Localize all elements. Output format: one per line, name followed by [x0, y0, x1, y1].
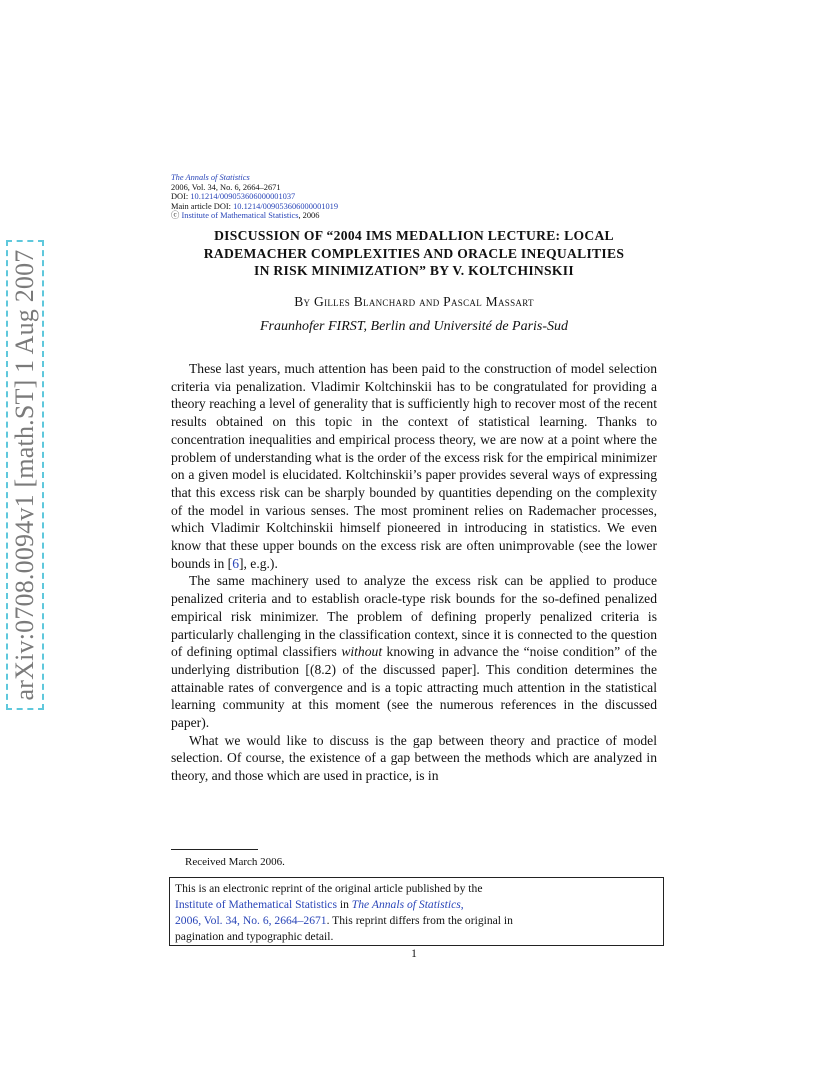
- reprint-line-4: pagination and typographic detail.: [175, 930, 334, 943]
- authors: By Gilles Blanchard and Pascal Massart: [294, 294, 534, 309]
- doi-line: DOI: 10.1214/009053606000001037: [171, 192, 296, 202]
- reprint-line-3: 2006, Vol. 34, No. 6, 2664–2671. This reprint differs from the original in: [175, 914, 513, 927]
- copyright-line: ⓒ Institute of Mathematical Statistics, 2006: [171, 211, 320, 221]
- paper-title: [171, 227, 657, 280]
- body-text: [171, 360, 657, 785]
- title-line-3: IN RISK MINIMIZATION” BY V. KOLTCHINSKII: [254, 263, 574, 279]
- journal-volume: 2006, Vol. 34, No. 6, 2664–2671: [171, 182, 281, 192]
- arxiv-stamp: [6, 240, 44, 710]
- footnote: Received March 2006.: [185, 856, 285, 868]
- reprint-journal-link[interactable]: The Annals of Statistics: [351, 898, 461, 911]
- footnote-rule: [171, 849, 258, 850]
- journal-name-link[interactable]: The Annals of Statistics: [171, 173, 250, 182]
- paragraph-3: What we would like to discuss is the gap between theory and practice of model selection. Of course, the existence of a gap between the methods which are analyzed in theory, and those which are used in practice, is in: [171, 732, 657, 784]
- citation-link[interactable]: 6: [232, 555, 239, 571]
- publisher-link[interactable]: Institute of Mathematical Statistics: [181, 211, 299, 221]
- affiliation: Fraunhofer FIRST, Berlin and Université de Paris-Sud: [259, 319, 569, 334]
- main-doi-link[interactable]: 10.1214/009053606000001019: [233, 201, 339, 211]
- journal-info: [171, 173, 338, 221]
- page-number: 1: [411, 948, 417, 960]
- reprint-line-1: This is an electronic reprint of the original article published by the: [175, 882, 483, 895]
- title-line-1: DISCUSSION OF “2004 IMS MEDALLION LECTURE: LOCAL: [214, 228, 614, 243]
- paragraph-1: These last years, much attention has been paid to the construction of model selection criteria via penalization. Vladimir Koltchinskii has to be congratulated for providing a theory reaching a level of generality that is sufficiently high to recover most of the recent results obtained on this topic in the context of statistical learning. Thanks to concentration inequalities and empirical process theory, we are now at a point where the problem of understanding what is the order of the excess risk for the empirical minimizer on a given model is elucidated. Koltchinskii’s paper provides several ways of expressing that this excess risk can be sharply bounded by quantities depending on the complexity of the model in various senses. The most prominent relies on Rademacher processes, which Vladimir Koltchinskii himself pioneered in introducing in statistics. We even know that these upper bounds on the excess risk are often unimprovable (see the lower bounds in [6], e.g.).: [171, 361, 657, 571]
- reprint-ref-link[interactable]: 2006, Vol. 34, No. 6, 2664–2671: [175, 914, 327, 927]
- main-doi-line: Main article DOI: 10.1214/009053606000001019: [171, 201, 339, 211]
- reprint-line-2: Institute of Mathematical Statistics in The Annals of Statistics,: [175, 898, 464, 911]
- paragraph-2: The same machinery used to analyze the excess risk can be applied to produce penalized criteria and to establish oracle-type risk bounds for the so-defined penalized empirical risk minimizer. The problem of defining properly penalized criteria is particularly challenging in the classification context, since it is connected to the question of defining optimal classifiers without knowing in advance the “noise condition” of the underlying distribution [(8.2) of the discussed paper]. This condition determines the attainable rates of convergence and is a topic attracting much attention in the statistical learning community at this moment (see the numerous references in the discussed paper).: [171, 573, 658, 731]
- arxiv-id: arXiv:0708.0094v1 [math.ST] 1 Aug 2007: [10, 249, 39, 701]
- doi-link[interactable]: 10.1214/009053606000001037: [190, 192, 296, 202]
- title-line-2: RADEMACHER COMPLEXITIES AND ORACLE INEQUALITIES: [203, 245, 625, 261]
- reprint-publisher-link[interactable]: Institute of Mathematical Statistics: [175, 898, 337, 911]
- reprint-notice: [169, 877, 664, 946]
